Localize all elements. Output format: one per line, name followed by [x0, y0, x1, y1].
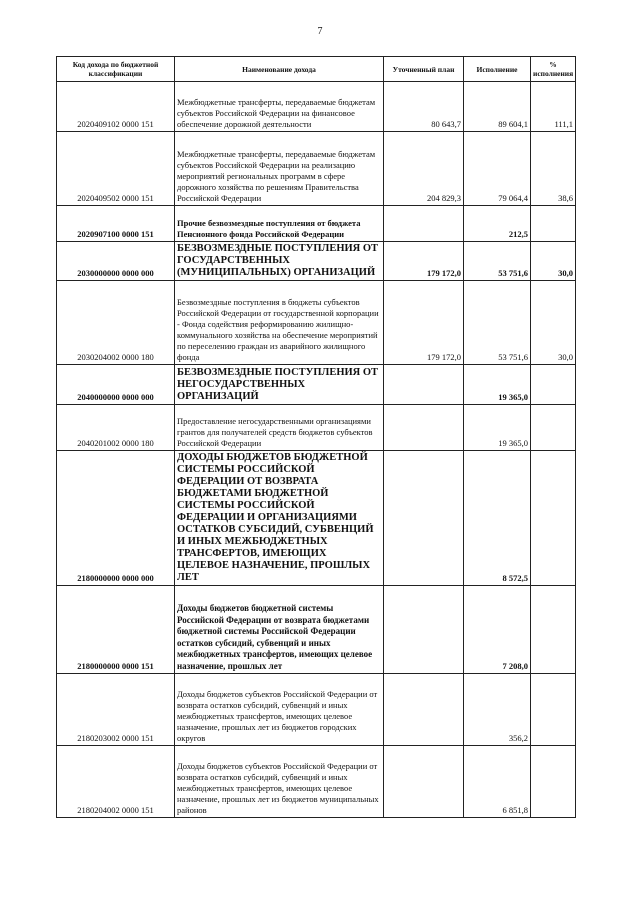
execution-cell: 356,2 — [464, 674, 531, 746]
percent-cell: 38,6 — [531, 132, 576, 206]
name-cell: БЕЗВОЗМЕЗДНЫЕ ПОСТУПЛЕНИЯ ОТ НЕГОСУДАРСТВЕННЫХ ОРГАНИЗАЦИЙ — [175, 365, 384, 405]
code-cell: 2040000000 0000 000 — [57, 365, 175, 405]
code-cell: 2030204002 0000 180 — [57, 281, 175, 365]
header-plan: Уточненный план — [384, 57, 464, 82]
header-name: Наименование дохода — [175, 57, 384, 82]
table-row — [57, 405, 576, 451]
page-number: 7 — [317, 26, 323, 37]
percent-cell: 30,0 — [531, 281, 576, 365]
table-row — [57, 242, 576, 281]
execution-cell: 7 208,0 — [464, 586, 531, 674]
percent-cell: 30,0 — [531, 242, 576, 281]
code-cell: 2020907100 0000 151 — [57, 206, 175, 242]
name-cell: БЕЗВОЗМЕЗДНЫЕ ПОСТУПЛЕНИЯ ОТ ГОСУДАРСТВЕННЫХ (МУНИЦИПАЛЬНЫХ) ОРГАНИЗАЦИЙ — [175, 242, 384, 281]
table-row — [57, 586, 576, 674]
execution-cell: 212,5 — [464, 206, 531, 242]
code-cell: 2030000000 0000 000 — [57, 242, 175, 281]
plan-cell — [384, 746, 464, 818]
name-cell: Прочие безвозмездные поступления от бюджета Пенсионного фонда Российской Федерации — [175, 206, 384, 242]
percent-cell — [531, 206, 576, 242]
code-cell: 2040201002 0000 180 — [57, 405, 175, 451]
execution-cell: 79 064,4 — [464, 132, 531, 206]
code-cell: 2180204002 0000 151 — [57, 746, 175, 818]
code-cell: 2180000000 0000 151 — [57, 586, 175, 674]
name-cell: Доходы бюджетов субъектов Российской Федерации от возврата остатков субсидий, субвенций и иных межбюджетных трансфертов, имеющих целевое назначение, прошлых лет из бюджетов городских округов — [175, 674, 384, 746]
name-cell: Доходы бюджетов субъектов Российской Федерации от возврата остатков субсидий, субвенций и иных межбюджетных трансфертов, имеющих целевое назначение, прошлых лет из бюджетов муниципальных районов — [175, 746, 384, 818]
plan-cell — [384, 206, 464, 242]
name-cell: Межбюджетные трансферты, передаваемые бюджетам субъектов Российской Федерации на финансовое обеспечение дорожной деятельности — [175, 82, 384, 132]
execution-cell: 19 365,0 — [464, 365, 531, 405]
execution-cell: 53 751,6 — [464, 242, 531, 281]
code-cell: 2020409502 0000 151 — [57, 132, 175, 206]
plan-cell: 204 829,3 — [384, 132, 464, 206]
plan-cell — [384, 674, 464, 746]
execution-cell: 8 572,5 — [464, 451, 531, 586]
name-cell: Доходы бюджетов бюджетной системы Российской Федерации от возврата бюджетами бюджетной системы Российской Федерации остатков субсидий, субвенций и иных межбюджетных трансфертов, имеющих целевое назначение, прошлых лет — [175, 586, 384, 674]
plan-cell — [384, 451, 464, 586]
plan-cell: 179 172,0 — [384, 242, 464, 281]
code-cell: 2020409102 0000 151 — [57, 82, 175, 132]
name-cell: Межбюджетные трансферты, передаваемые бюджетам субъектов Российской Федерации на реализацию мероприятий региональных программ в сфере дорожного хозяйства по решениям Правительства Российской Федерации — [175, 132, 384, 206]
plan-cell: 80 643,7 — [384, 82, 464, 132]
table-row — [57, 206, 576, 242]
execution-cell: 19 365,0 — [464, 405, 531, 451]
table-row — [57, 82, 576, 132]
plan-cell — [384, 365, 464, 405]
header-execution: Исполнение — [464, 57, 531, 82]
percent-cell: 111,1 — [531, 82, 576, 132]
plan-cell — [384, 586, 464, 674]
table-row — [57, 674, 576, 746]
percent-cell — [531, 586, 576, 674]
name-cell: Предоставление негосударственными организациями грантов для получателей средств бюджетов субъектов Российской Федерации — [175, 405, 384, 451]
execution-cell: 6 851,8 — [464, 746, 531, 818]
percent-cell — [531, 451, 576, 586]
percent-cell — [531, 365, 576, 405]
table-row — [57, 451, 576, 586]
name-cell: ДОХОДЫ БЮДЖЕТОВ БЮДЖЕТНОЙ СИСТЕМЫ РОССИЙСКОЙ ФЕДЕРАЦИИ ОТ ВОЗВРАТА БЮДЖЕТАМИ БЮДЖЕТНОЙ СИСТЕМЫ РОССИЙСКОЙ ФЕДЕРАЦИИ И ОРГАНИЗАЦИЯМИ ОСТАТКОВ СУБСИДИЙ, СУБВЕНЦИЙ И ИНЫХ МЕЖБЮДЖЕТНЫХ ТРАНСФЕРТОВ, ИМЕЮЩИХ ЦЕЛЕВОЕ НАЗНАЧЕНИЕ, ПРОШЛЫХ ЛЕТ — [175, 451, 384, 586]
code-cell: 2180203002 0000 151 — [57, 674, 175, 746]
execution-cell: 53 751,6 — [464, 281, 531, 365]
table-row — [57, 746, 576, 818]
table-row — [57, 132, 576, 206]
code-cell: 2180000000 0000 000 — [57, 451, 175, 586]
table-header-row — [57, 57, 576, 82]
table-row — [57, 281, 576, 365]
name-cell: Безвозмездные поступления в бюджеты субъектов Российской Федерации от государственной корпорации - Фонда содействия реформированию жилищно-коммунального хозяйства на обеспечение мероприятий по переселению граждан из аварийного жилищного фонда — [175, 281, 384, 365]
plan-cell — [384, 405, 464, 451]
percent-cell — [531, 405, 576, 451]
percent-cell — [531, 674, 576, 746]
header-percent: % исполнения — [531, 57, 576, 82]
table-row — [57, 365, 576, 405]
budget-revenue-table — [56, 56, 576, 818]
plan-cell: 179 172,0 — [384, 281, 464, 365]
execution-cell: 89 604,1 — [464, 82, 531, 132]
header-code: Код дохода по бюджетной классификации — [57, 57, 175, 82]
percent-cell — [531, 746, 576, 818]
